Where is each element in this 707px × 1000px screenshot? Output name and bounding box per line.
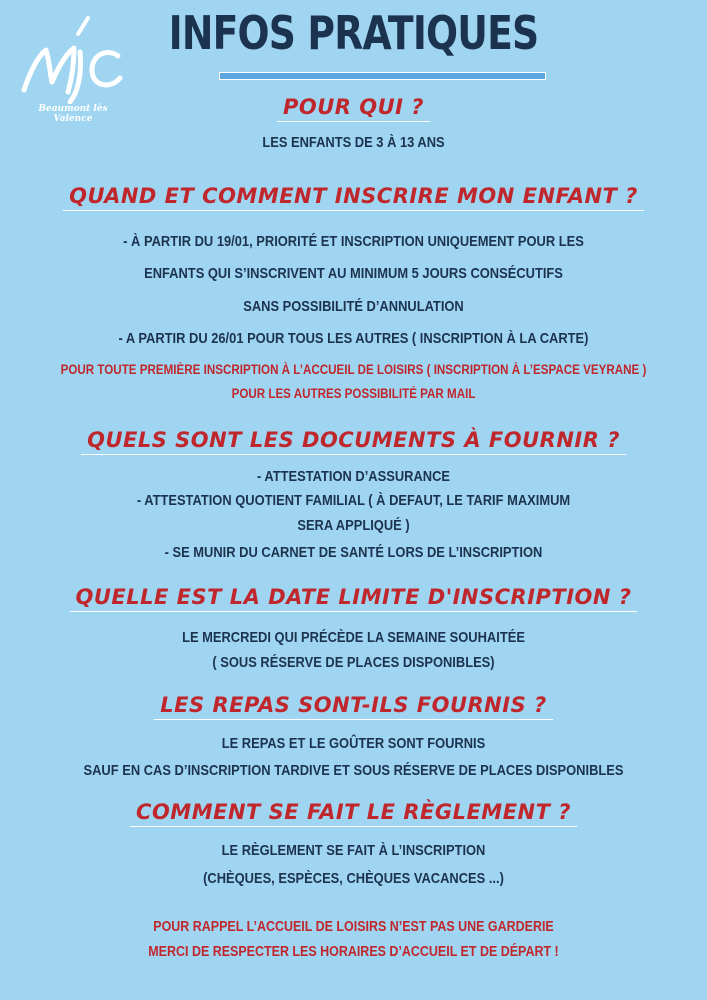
section-line: - ATTESTATION D’ASSURANCE [256,468,451,485]
section-line: SANS POSSIBILITÉ D’ANNULATION [243,298,464,315]
title-underline [219,72,546,80]
section-line: ENFANTS QUI S’INSCRIVENT AU MINIMUM 5 JOURS CONSÉCUTIFS [144,265,563,282]
section-note: POUR TOUTE PREMIÈRE INSCRIPTION À L’ACCUEIL DE LOISIRS ( INSCRIPTION À L’ESPACE VEYRANE ) [60,362,647,377]
section-line: ( SOUS RÉSERVE DE PLACES DISPONIBLES) [212,654,495,671]
section-line: - À PARTIR DU 19/01, PRIORITÉ ET INSCRIPTION UNIQUEMENT POUR LES [123,233,584,250]
section-heading-inscription: QUAND ET COMMENT INSCRIRE MON ENFANT ? [0,184,707,211]
section-note: POUR LES AUTRES POSSIBILITÉ PAR MAIL [231,386,476,401]
section-heading-repas: LES REPAS SONT-ILS FOURNIS ? [0,693,707,720]
section-line: LE REPAS ET LE GOÛTER SONT FOURNIS [221,735,486,752]
section-line: - A PARTIR DU 26/01 POUR TOUS LES AUTRES ( INSCRIPTION À LA CARTE) [118,330,589,347]
section-line: - ATTESTATION QUOTIENT FAMILIAL ( À DEFAUT, LE TARIF MAXIMUM [136,492,571,509]
page-title: INFOS PRATIQUES [168,6,539,60]
section-line: LES ENFANTS DE 3 À 13 ANS [262,134,445,151]
footer-reminder: MERCI DE RESPECTER LES HORAIRES D’ACCUEIL ET DE DÉPART ! [148,944,559,960]
section-line: SAUF EN CAS D’INSCRIPTION TARDIVE ET SOUS RÉSERVE DE PLACES DISPONIBLES [83,762,624,779]
section-line: LE MERCREDI QUI PRÉCÈDE LA SEMAINE SOUHAITÉE [182,629,525,646]
section-heading-date-limite: QUELLE EST LA DATE LIMITE D'INSCRIPTION ? [0,585,707,612]
section-heading-pour-qui: POUR QUI ? [0,95,707,122]
logo-subtitle: Beaumont lès Valence [38,104,108,124]
section-line: (CHÈQUES, ESPÈCES, CHÈQUES VACANCES ...) [203,870,504,887]
section-heading-documents: QUELS SONT LES DOCUMENTS À FOURNIR ? [0,428,707,455]
section-line: LE RÈGLEMENT SE FAIT À L’INSCRIPTION [221,842,486,859]
section-line: SERA APPLIQUÉ ) [297,517,410,534]
section-line: - SE MUNIR DU CARNET DE SANTÉ LORS DE L’INSCRIPTION [164,544,543,561]
footer-reminder: POUR RAPPEL L’ACCUEIL DE LOISIRS N’EST PAS UNE GARDERIE [153,919,554,935]
section-heading-reglement: COMMENT SE FAIT LE RÈGLEMENT ? [0,800,707,827]
